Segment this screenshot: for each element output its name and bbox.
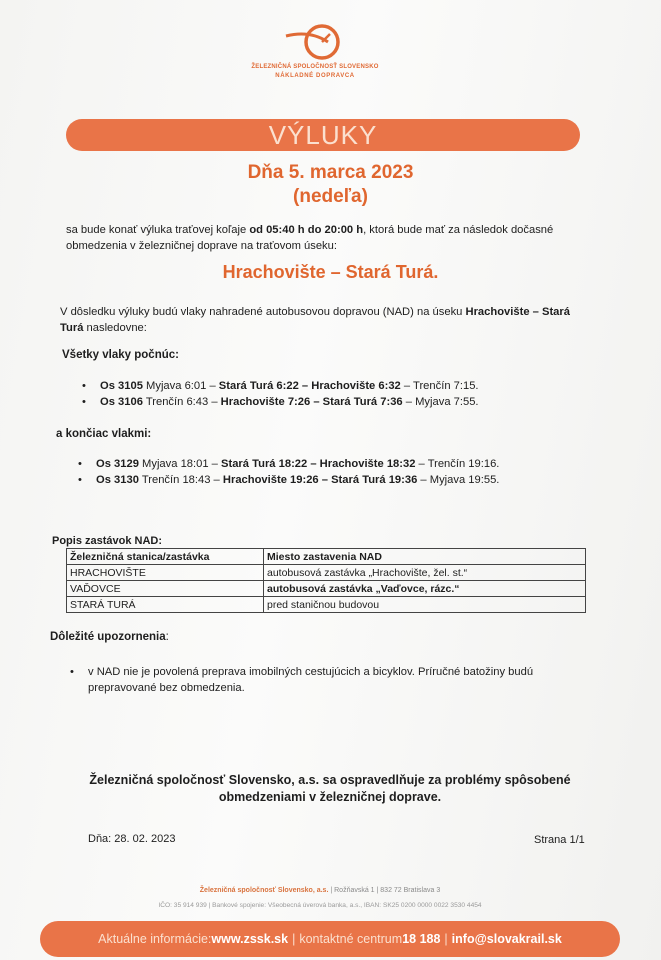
notice-heading: Dôležité upozornenia:: [50, 631, 169, 643]
title-banner: [66, 119, 580, 151]
start-trains-heading: Všetky vlaky počnúc:: [62, 349, 179, 361]
stops-title: Popis zastávok NAD:: [52, 535, 163, 547]
issue-date: Dňa: 28. 02. 2023: [88, 833, 176, 845]
start-trains-list: [80, 378, 600, 410]
notice-list: [68, 664, 588, 696]
contact-center-number[interactable]: 18 188: [402, 932, 441, 946]
apology-text: Železničná spoločnosť Slovensko, a.s. sa ospravedlňuje za problémy spôsobené obmedzeniami v železničnej doprave.: [89, 773, 571, 804]
banner-title: VÝLUKY: [268, 119, 378, 150]
list-item: • Os 3106 Trenčín 6:43 – Hrachovište 7:26 – Stará Turá 7:36 – Myjava 7:55.: [80, 394, 600, 410]
list-item: • Os 3105 Myjava 6:01 – Stará Turá 6:22 – Hrachovište 6:32 – Trenčín 7:15.: [80, 378, 600, 394]
table-header-row: Železničná stanica/zastávka Miesto zastavenia NAD: [67, 549, 586, 565]
website-link[interactable]: www.zssk.sk: [211, 932, 289, 946]
company-logo-text: ŽELEZNIČNÁ SPOLOČNOSŤ SLOVENSKO: [251, 64, 379, 70]
replacement-paragraph: V dôsledku výluky budú vlaky nahradené autobusovou dopravou (NAD) na úseku Hrachovište – Stará Turá nasledovne:: [60, 306, 570, 334]
end-trains-list: [76, 456, 596, 488]
table-row: STARÁ TURÁ pred staničnou budovou: [67, 597, 586, 613]
contact-bar: Aktuálne informácie: www.zssk.sk | kontaktné centrum 18 188 | info@slovakrail.sk: [40, 921, 620, 957]
zssk-logo-icon: [282, 22, 352, 66]
list-item: • Os 3129 Myjava 18:01 – Stará Turá 18:22 – Hrachovište 18:32 – Trenčín 19:16.: [76, 456, 596, 472]
company-logo-subtext: NÁKLADNÉ DOPRAVCA: [275, 73, 355, 79]
intro-paragraph: sa bude konať výluka traťovej koľaje od 05:40 h do 20:00 h, ktorá bude mať za následok dočasné obmedzenia v železničnej doprave na traťovom úseku:: [66, 224, 554, 252]
list-item: • v NAD nie je povolená preprava imobilných cestujúcich a bicyklov. Príručné batožiny budú prepravované bez obmedzenia.: [68, 664, 588, 696]
email-link[interactable]: info@slovakrail.sk: [451, 932, 562, 946]
footer-legal: IČO: 35 914 939 | Bankové spojenie: Všeobecná úverová banka, a.s., IBAN: SK25 0200 0000 0022 3530 4454: [158, 902, 482, 909]
closure-weekday: (nedeľa): [293, 186, 368, 207]
stops-table: [66, 548, 586, 613]
route-section: Hrachovište – Stará Turá.: [222, 262, 439, 282]
closure-date: Dňa 5. marca 2023: [247, 162, 414, 183]
list-item: • Os 3130 Trenčín 18:43 – Hrachovište 19:26 – Stará Turá 19:36 – Myjava 19:55.: [76, 472, 596, 488]
end-trains-heading: a končiac vlakmi:: [56, 428, 152, 440]
page-info: Strana 1/1: [534, 834, 585, 846]
footer-address: Železničná spoločnosť Slovensko, a.s. | Rožňavská 1 | 832 72 Bratislava 3: [199, 887, 441, 894]
table-row: HRACHOVIŠTE autobusová zastávka „Hrachovište, žel. st.“: [67, 565, 586, 581]
table-row: VAĎOVCE autobusová zastávka „Vaďovce, rázc.“: [67, 581, 586, 597]
closure-time: od 05:40 h do 20:00 h: [249, 224, 364, 236]
